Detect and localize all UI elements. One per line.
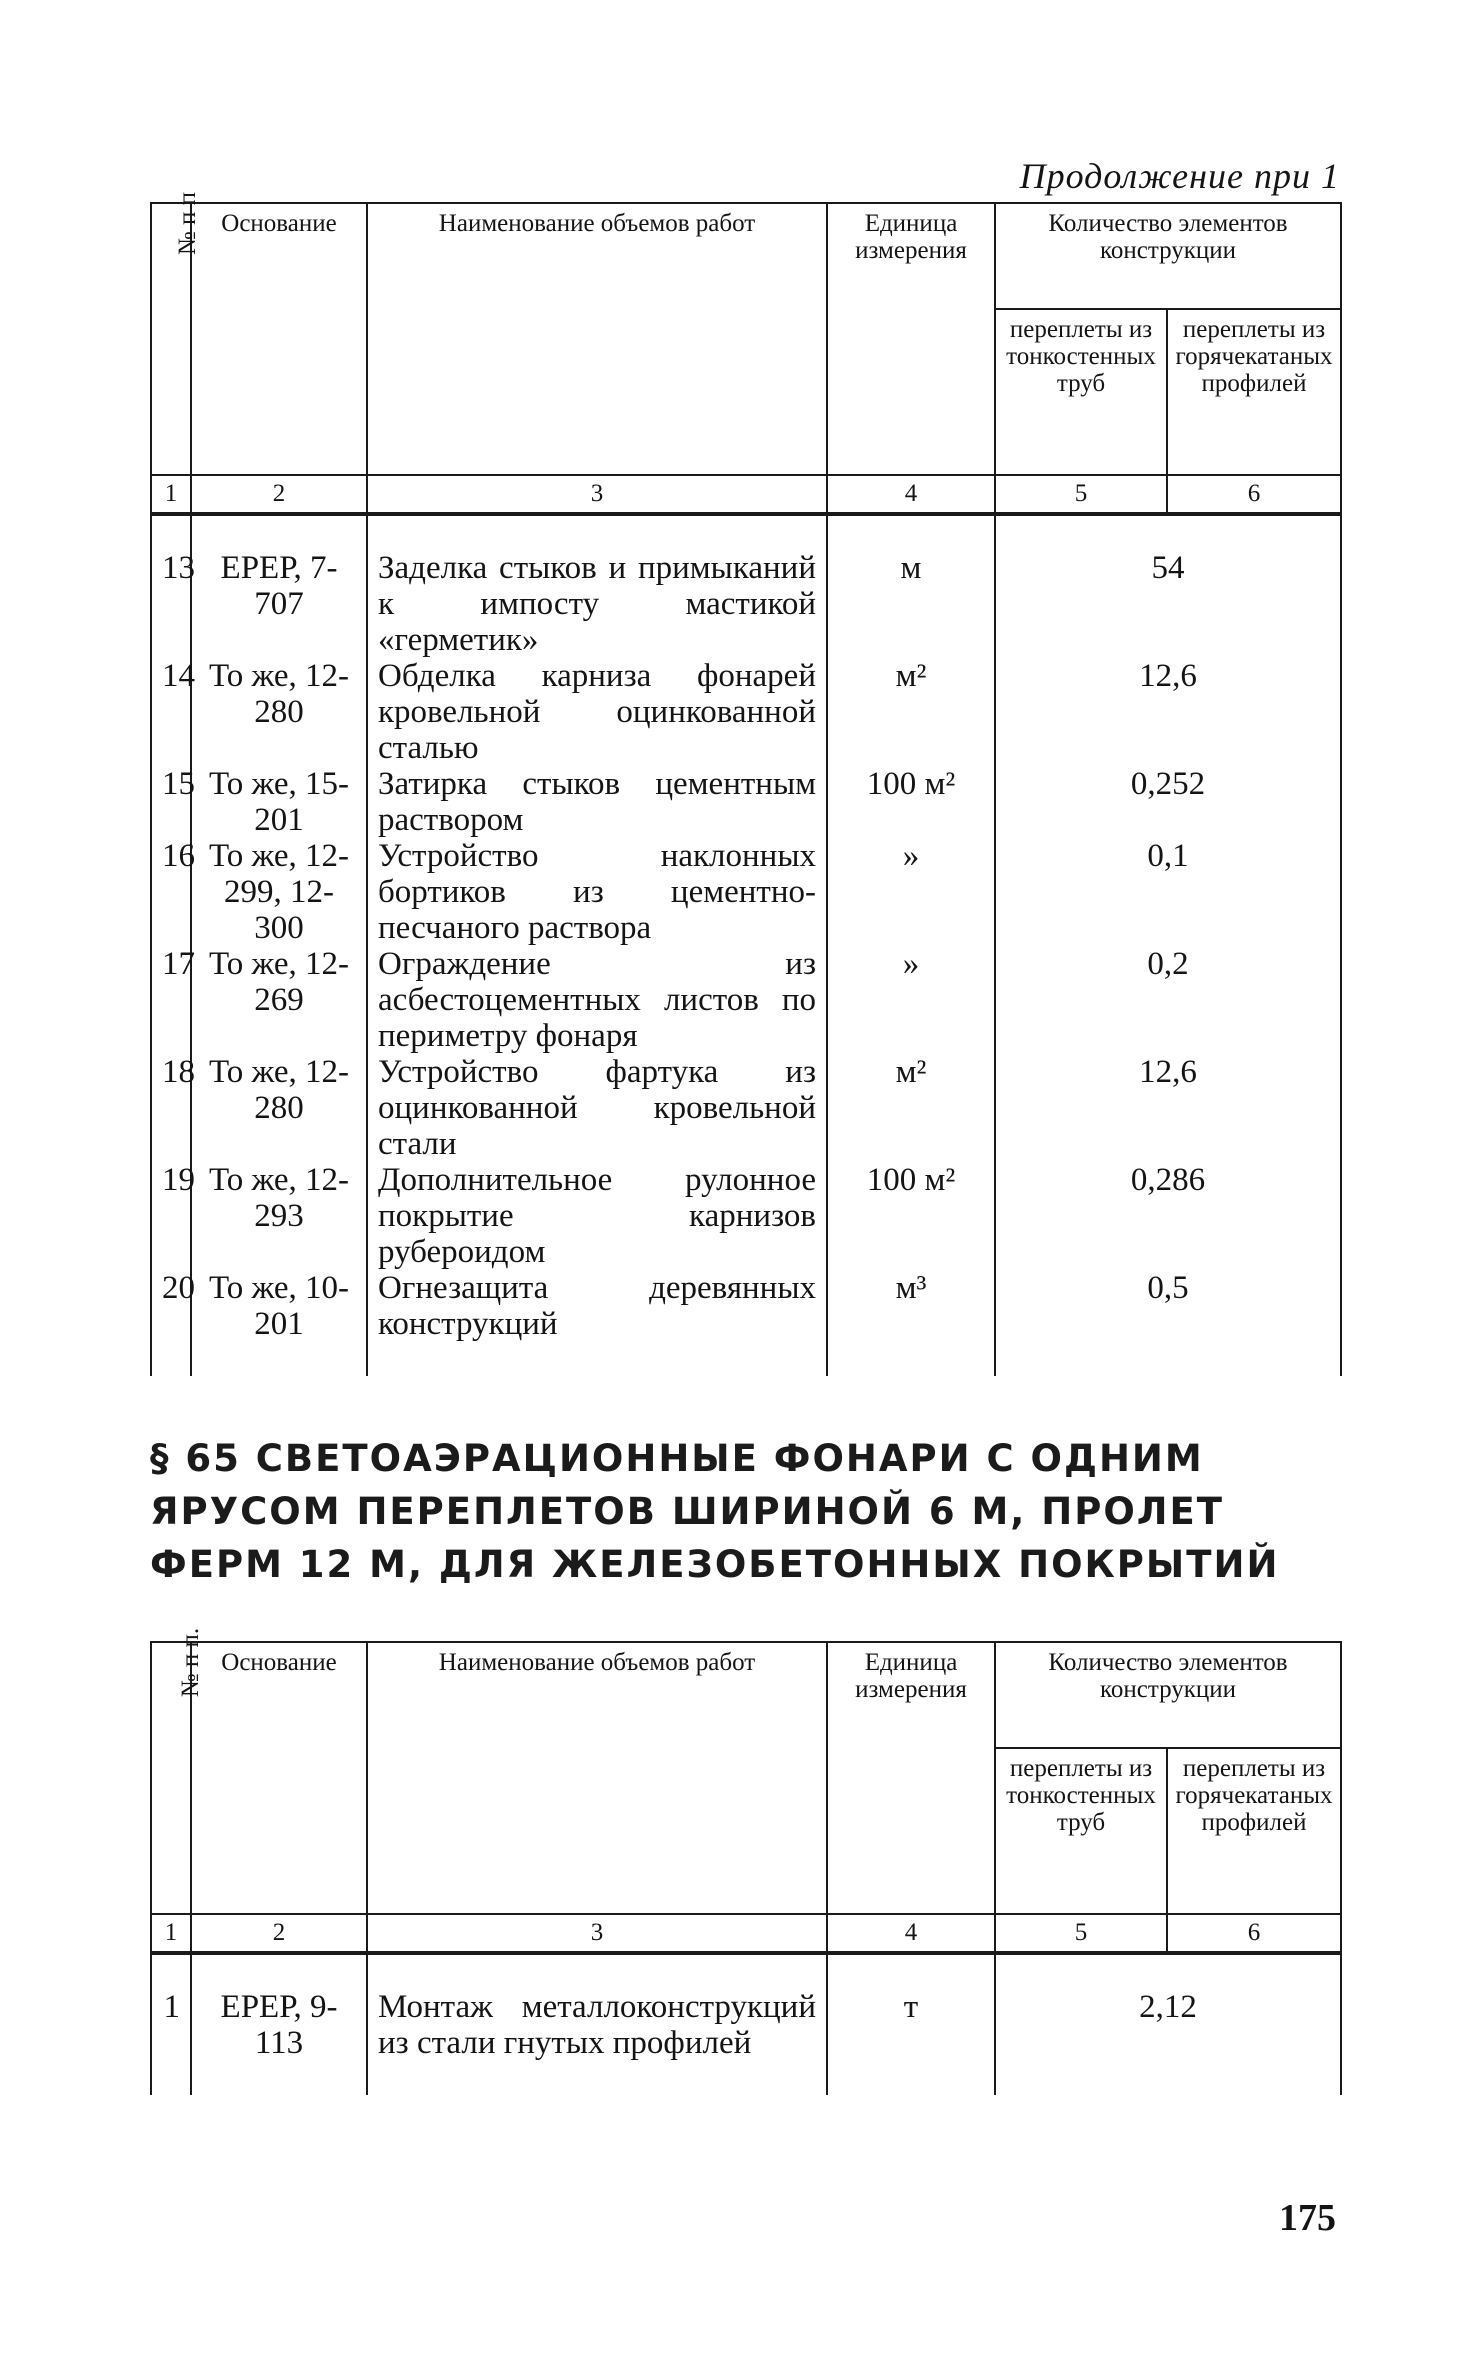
col-number: 2 <box>191 475 367 514</box>
row-name: Монтаж металлоконструкций из стали гнутых профилей <box>367 1953 827 2095</box>
row-name: Дополнительное рулонное покрытие карнизов рубероидом <box>367 1162 827 1270</box>
row-unit: » <box>827 946 995 1054</box>
row-basis: ЕРЕР, 9-113 <box>191 1953 367 2095</box>
row-basis: То же, 10-201 <box>191 1270 367 1376</box>
row-basis: То же, 12-293 <box>191 1162 367 1270</box>
col-header-hot-rolled: переплеты из горячекатаных профилей <box>1167 1748 1341 1914</box>
row-num: 15 <box>151 766 191 838</box>
row-qty: 0,286 <box>995 1162 1341 1270</box>
col-header-thin-tubes: переплеты из тонкостенных труб <box>995 1748 1167 1914</box>
col-header-hot-rolled: переплеты из горячекатаных профилей <box>1167 309 1341 475</box>
col-number: 6 <box>1167 1914 1341 1953</box>
col-header-num: № п п. <box>151 1642 191 1914</box>
row-qty: 12,6 <box>995 1054 1341 1162</box>
table-row <box>151 1953 1341 2095</box>
col-number: 6 <box>1167 475 1341 514</box>
row-num: 20 <box>151 1270 191 1376</box>
row-basis: ЕРЕР, 7-707 <box>191 514 367 658</box>
row-name: Устройство наклонных бортиков из цементно-песчаного раствора <box>367 838 827 946</box>
table-row <box>151 514 1341 658</box>
row-basis: То же, 12-299, 12-300 <box>191 838 367 946</box>
table-row <box>151 1162 1341 1270</box>
row-name: Обделка карниза фонарей кровельной оцинкованной сталью <box>367 658 827 766</box>
col-header-basis: Основание <box>191 203 367 475</box>
row-unit: т <box>827 1953 995 2095</box>
section-heading: § 65 СВЕТОАЭРАЦИОННЫЕ ФОНАРИ С ОДНИМ ЯРУСОМ ПЕРЕПЛЕТОВ ШИРИНОЙ 6 М, ПРОЛЕТ ФЕРМ 12 М, ДЛЯ ЖЕЛЕЗОБЕТОННЫХ ПОКРЫТИЙ <box>150 1437 1280 1586</box>
col-header-qty-group: Количество элементов конструкции <box>995 1642 1341 1748</box>
row-name: Устройство фартука из оцинкованной кровельной стали <box>367 1054 827 1162</box>
col-number: 1 <box>151 475 191 514</box>
col-number: 2 <box>191 1914 367 1953</box>
row-qty: 0,252 <box>995 766 1341 838</box>
col-number: 5 <box>995 475 1167 514</box>
col-number: 4 <box>827 1914 995 1953</box>
col-header-name: Наименование объемов работ <box>367 203 827 475</box>
row-qty: 0,5 <box>995 1270 1341 1376</box>
col-number: 1 <box>151 1914 191 1953</box>
row-num: 13 <box>151 514 191 658</box>
row-unit: м² <box>827 1054 995 1162</box>
col-number: 5 <box>995 1914 1167 1953</box>
row-qty: 0,2 <box>995 946 1341 1054</box>
row-name: Огнезащита деревянных конструкций <box>367 1270 827 1376</box>
table-row <box>151 1054 1341 1162</box>
row-basis: То же, 15-201 <box>191 766 367 838</box>
works-table-section-65 <box>150 1627 1342 2095</box>
row-unit: м³ <box>827 1270 995 1376</box>
row-basis: То же, 12-280 <box>191 658 367 766</box>
page <box>150 150 1340 2095</box>
row-unit: 100 м² <box>827 1162 995 1270</box>
row-unit: » <box>827 838 995 946</box>
row-qty: 0,1 <box>995 838 1341 946</box>
col-header-num: № п п <box>151 203 191 475</box>
row-qty: 54 <box>995 514 1341 658</box>
running-head: Продолжение при 1 <box>1019 156 1340 196</box>
col-header-basis: Основание <box>191 1642 367 1914</box>
col-header-qty-group: Количество элементов конструкции <box>995 203 1341 309</box>
col-number: 3 <box>367 475 827 514</box>
row-unit: 100 м² <box>827 766 995 838</box>
row-num: 14 <box>151 658 191 766</box>
col-number: 3 <box>367 1914 827 1953</box>
table-row <box>151 838 1341 946</box>
col-header-thin-tubes: переплеты из тонкостенных труб <box>995 309 1167 475</box>
table-row <box>151 1270 1341 1376</box>
row-name: Затирка стыков цементным раствором <box>367 766 827 838</box>
table-row <box>151 766 1341 838</box>
row-num: 1 <box>151 1953 191 2095</box>
row-unit: м² <box>827 658 995 766</box>
col-header-name: Наименование объемов работ <box>367 1642 827 1914</box>
row-num: 17 <box>151 946 191 1054</box>
works-table-continued <box>150 191 1342 1376</box>
table-row <box>151 658 1341 766</box>
row-num: 18 <box>151 1054 191 1162</box>
row-name: Заделка стыков и примыканий к импосту мастикой «герметик» <box>367 514 827 658</box>
row-unit: м <box>827 514 995 658</box>
table-row <box>151 946 1341 1054</box>
col-number: 4 <box>827 475 995 514</box>
row-num: 16 <box>151 838 191 946</box>
col-header-unit: Единица измерения <box>827 1642 995 1914</box>
row-num: 19 <box>151 1162 191 1270</box>
row-qty: 12,6 <box>995 658 1341 766</box>
row-basis: То же, 12-280 <box>191 1054 367 1162</box>
page-number: 175 <box>1279 2197 1336 2239</box>
row-qty: 2,12 <box>995 1953 1341 2095</box>
row-basis: То же, 12-269 <box>191 946 367 1054</box>
row-name: Ограждение из асбестоцементных листов по периметру фонаря <box>367 946 827 1054</box>
col-header-unit: Единица измерения <box>827 203 995 475</box>
